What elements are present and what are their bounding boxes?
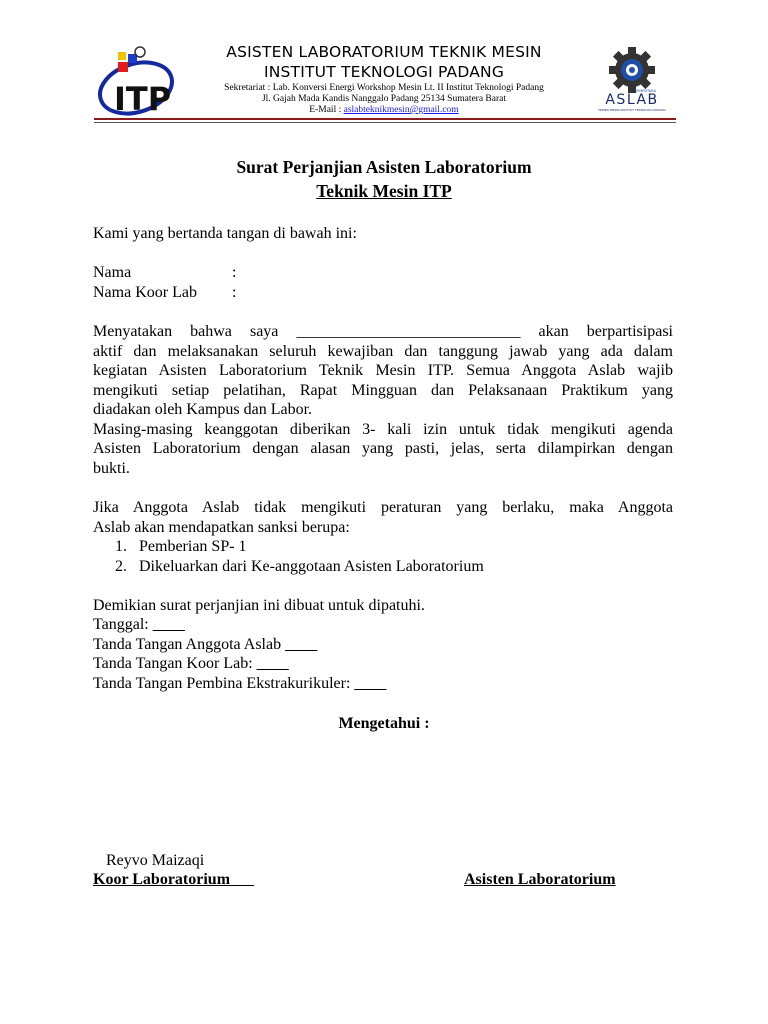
sanction-list bbox=[115, 537, 484, 576]
itp-logo-text: ITP bbox=[114, 80, 172, 116]
email-link[interactable]: aslabteknikmesin@gmail.com bbox=[343, 105, 459, 115]
closing-text: Demikian surat perjanjian ini dibuat untuk dipatuhi. bbox=[93, 597, 425, 614]
ttd-anggota-label: Tanda Tangan Anggota Aslab bbox=[93, 636, 286, 653]
ttd-pembina-line bbox=[93, 674, 386, 694]
list-item-number: 2. bbox=[115, 557, 127, 575]
paragraph-line: diadakan oleh Kampus dan Labor. bbox=[93, 401, 313, 418]
itp-logo bbox=[96, 40, 176, 116]
tanggal-blank: ____ bbox=[152, 616, 185, 633]
list-item-number: 1. bbox=[115, 538, 127, 555]
header-title-line1: ASISTEN LABORATORIUM TEKNIK MESIN bbox=[226, 43, 542, 61]
email-label: E-Mail : bbox=[309, 105, 344, 115]
paragraph-line: bukti. bbox=[93, 459, 130, 477]
list-item bbox=[115, 537, 484, 557]
paragraph-line: Masing-masing keanggotan diberikan 3- kali izin untuk tidak mengikuti agenda bbox=[93, 420, 673, 438]
ttd-pembina-blank: ____ bbox=[354, 675, 387, 692]
aslab-logo-small-bottom: TEKNIK MESIN INSTITUT TEKNOLOGI PADANG bbox=[598, 108, 666, 112]
ttd-koor-blank: ____ bbox=[256, 655, 289, 672]
signer-name: Reyvo Maizaqi bbox=[106, 852, 205, 869]
field-name-colon: : bbox=[232, 264, 237, 281]
tanggal-line bbox=[93, 615, 185, 635]
ttd-pembina-label: Tanda Tangan Pembina Ekstrakurikuler: bbox=[93, 675, 355, 692]
mengetahui-heading: Mengetahui : bbox=[338, 715, 430, 732]
paragraph-line: kegiatan Asisten Laboratorium Teknik Mesin ITP. Semua Anggota Aslab wajib bbox=[93, 362, 673, 379]
paragraph-line: mengikuti setiap pelatihan, Rapat Mingguan dan Pelaksanaan Praktikum yang bbox=[93, 381, 673, 399]
statement-paragraph bbox=[93, 322, 673, 478]
document-title-line2: Teknik Mesin ITP bbox=[316, 181, 452, 201]
signer-left-role-text: Koor Laboratorium bbox=[93, 871, 231, 888]
paragraph-line: Asisten Laboratorium dengan alasan yang pasti, jelas, serta dilampirkan dengan bbox=[93, 440, 673, 457]
aslab-logo-small-top: SEMENTARA bbox=[634, 89, 656, 93]
signer-right-role: Asisten Laboratorium bbox=[464, 871, 616, 888]
field-koor-colon: : bbox=[232, 284, 237, 301]
ttd-anggota-line bbox=[93, 635, 317, 655]
header-rule-thick bbox=[94, 118, 676, 120]
paragraph-line: Jika Anggota Aslab tidak mengikuti peraturan yang berlaku, maka Anggota bbox=[93, 499, 673, 516]
ttd-koor-line bbox=[93, 654, 289, 674]
field-koor-label: Nama Koor Lab bbox=[93, 284, 197, 301]
aslab-logo-text: ASLAB bbox=[605, 92, 659, 108]
paragraph-line: Menyatakan bahwa saya ____________________________ akan berpartisipasi bbox=[93, 323, 673, 340]
tanggal-label: Tanggal: bbox=[93, 616, 153, 633]
ttd-anggota-blank: ____ bbox=[285, 636, 318, 653]
header-address-line2: Jl. Gajah Mada Kandis Nanggalo Padang 25134 Sumatera Barat bbox=[261, 94, 507, 104]
header-title-line2: INSTITUT TEKNOLOGI PADANG bbox=[263, 63, 505, 81]
list-item-text: Dikeluarkan dari Ke-anggotaan Asisten Laboratorium bbox=[139, 557, 484, 575]
signer-left-role bbox=[93, 870, 254, 890]
document-title-line1: Surat Perjanjian Asisten Laboratorium bbox=[236, 157, 532, 177]
intro-text: Kami yang bertanda tangan di bawah ini: bbox=[93, 225, 357, 242]
header-address-line1: Sekretariat : Lab. Konversi Energi Workshop Mesin Lt. II Institut Teknologi Padang bbox=[224, 83, 544, 93]
paragraph-line: aktif dan melaksanakan seluruh kewajiban dan tanggung jawab yang ada dalam bbox=[93, 342, 673, 360]
field-name-label: Nama bbox=[93, 264, 132, 281]
signer-left-role-pad bbox=[230, 871, 254, 888]
sanction-paragraph bbox=[93, 498, 673, 537]
ttd-koor-label: Tanda Tangan Koor Lab: bbox=[93, 655, 257, 672]
aslab-logo bbox=[592, 44, 672, 116]
header-rule-thin bbox=[94, 122, 676, 123]
header-email-line bbox=[180, 105, 588, 115]
list-item-text: Pemberian SP- 1 bbox=[139, 538, 247, 555]
paragraph-line: Aslab akan mendapatkan sanksi berupa: bbox=[93, 518, 350, 536]
list-item bbox=[115, 557, 484, 577]
